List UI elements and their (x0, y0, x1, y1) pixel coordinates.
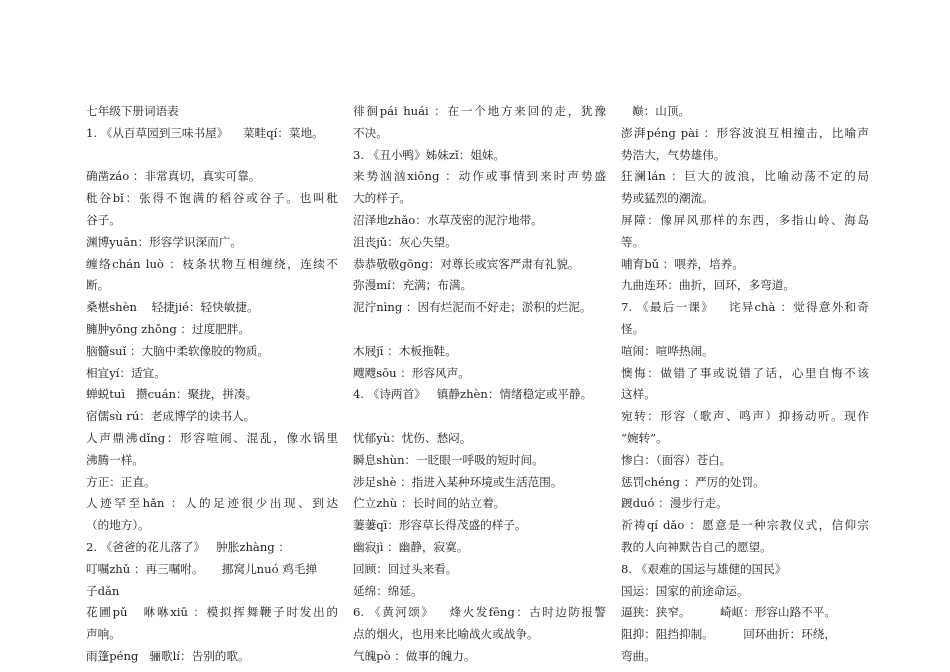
vocab-line (86, 145, 338, 167)
vocab-line: 涉足shè ：指进入某种环境或生活范围。 (353, 474, 563, 489)
vocab-line: 人声鼎沸dǐng：形容喧闹、混乱，像水锅里 (86, 430, 338, 445)
vocab-line: （的地方）。 (86, 518, 150, 533)
vocab-line: 伫立zhù ：长时间的站立着。 (353, 496, 506, 511)
vocab-line: “婉转”。 (621, 430, 668, 445)
vocab-line: 惨白：（面容）苍白。 (621, 452, 732, 467)
vocab-line: 九曲连环：曲折，回环，多弯道。 (621, 278, 795, 293)
vocab-line: 飕飕sōu ：形容风声。 (353, 365, 470, 380)
vocab-line: 来势汹汹xiōng ：动作或事情到来时声势盛 (353, 169, 606, 184)
vocab-line: 哺育bǔ ：喂养，培养。 (621, 256, 744, 271)
vocab-line: 澎湃péng pài ：形容波浪互相撞击，比喻声 (621, 125, 869, 140)
vocab-line: 沼泽地zhǎo：水草茂密的泥泞地带。 (353, 212, 543, 227)
vocab-line: 人迹罕至hǎn ：人的足迹很少出现、到达 (86, 496, 338, 511)
vocab-line: 渊博yuān：形容学识深而广。 (86, 234, 242, 249)
vocab-line: 子dǎn (86, 583, 120, 598)
vocab-line: 秕谷bǐ：张得不饱满的稻谷或谷子。也叫秕 (86, 191, 338, 206)
vocab-line: 相宜yí：适宜。 (86, 365, 166, 380)
vocab-line: 国运：国家的前途命运。 (621, 583, 749, 598)
vocab-line: 等。 (621, 234, 645, 249)
vocab-line: 断。 (86, 278, 110, 293)
vocab-line: 方正：正直。 (86, 474, 156, 489)
vocab-line: 叮嘱zhǔ ：再三嘱咐。 挪窝儿nuó 鸡毛掸 (86, 561, 318, 576)
vocab-line: 狂澜lán ：巨大的波浪，比喻动荡不定的局 (621, 169, 869, 184)
vocab-line: 瞬息shùn：一眨眼一呼吸的短时间。 (353, 452, 544, 467)
vocab-line: 2. 《爸爸的花儿落了》 肿胀zhàng ： (86, 539, 290, 554)
vocab-line: 沮丧jǔ：灰心失望。 (353, 234, 457, 249)
vocab-line: 喧闹：喧哗热闹。 (621, 343, 714, 358)
vocab-line: 踱duó ：漫步行走。 (621, 496, 728, 511)
vocab-line: 桑椹shèn 轻捷jié：轻快敏捷。 (86, 300, 259, 315)
vocab-line: 4. 《诗两首》 镇静zhèn：情绪稳定或平静。 (353, 387, 593, 402)
column-middle (353, 101, 606, 668)
vocab-line: 惩罚chéng ：严厉的处罚。 (621, 474, 765, 489)
vocab-line: 泥泞nìng ：因有烂泥而不好走；淤积的烂泥。 (353, 300, 592, 315)
vocab-line: 这样。 (621, 387, 656, 402)
vocab-line: 谷子。 (86, 212, 121, 227)
vocab-line: 懊悔：做错了事或说错了话，心里自悔不该 (621, 365, 869, 380)
vocab-line: 巅：山顶。 (621, 104, 691, 118)
vocab-line: 大的样子。 (353, 191, 411, 206)
vocab-line: 势浩大，气势雄伟。 (621, 147, 726, 162)
vocab-line: 回顾：回过头来看。 (353, 561, 458, 576)
vocab-line: 萋萋qī：形容草长得茂盛的样子。 (353, 518, 527, 533)
vocab-line: 臃肿yōng zhǒng ：过度肥胖。 (86, 321, 250, 336)
vocab-line: 不决。 (353, 125, 388, 140)
vocab-line: 恭恭敬敬gōng：对尊长或宾客严肃有礼貌。 (353, 256, 580, 271)
vocab-line: 确凿záo ：非常真切，真实可靠。 (86, 169, 261, 184)
vocab-line: 屏障：像屏风那样的东西，多指山岭、海岛 (621, 212, 869, 227)
vocab-line: 逼狭：狭窄。 崎岖：形容山路不平。 (621, 605, 836, 620)
vocab-line: 忧郁yù：忧伤、愁闷。 (353, 430, 472, 445)
vocab-line: 气魄pò ：做事的魄力。 (353, 648, 476, 663)
vocab-line: 6. 《黄河颂》 烽火发fēng：古时边防报警 (353, 605, 606, 620)
vocab-line: 花圃pǔ 咻咻xiū ：模拟挥舞鞭子时发出的 (86, 605, 338, 620)
vocab-line: 声响。 (86, 627, 121, 642)
vocab-line: 8. 《艰难的国运与雄健的国民》 (621, 561, 787, 576)
vocab-line: 缠络chán luò ：枝条状物互相缠绕，连续不 (86, 256, 338, 271)
vocab-line (353, 319, 606, 341)
vocab-line: 脑髓suǐ ：大脑中柔软像胶的物质。 (86, 343, 270, 358)
vocab-line: 3. 《丑小鸭》姊妹zǐ：姐妹。 (353, 147, 506, 162)
vocab-line: 教的人向神默告自己的愿望。 (621, 539, 772, 554)
vocab-line: 怪。 (621, 321, 645, 336)
vocab-line: 阻抑：阻挡抑制。 回环曲折：环绕， (621, 627, 836, 642)
vocab-line: 宿儒sù rú：老成博学的读书人。 (86, 409, 256, 424)
vocab-line: 宛转：形容（歌声、鸣声）抑扬动听。现作 (621, 409, 869, 424)
vocab-line: 延绵：绵延。 (353, 583, 423, 598)
vocab-line: 7. 《最后一课》 诧异chà ：觉得意外和奇 (621, 300, 869, 315)
vocab-line: 1. 《从百草园到三味书屋》 菜畦qí：菜地。 (86, 125, 324, 140)
column-right (621, 101, 869, 668)
vocab-line: 势或猛烈的潮流。 (621, 191, 714, 206)
vocab-line: 弯曲。 (621, 648, 656, 663)
vocab-line: 沸腾一样。 (86, 452, 144, 467)
vocab-line: 蝉蜕tuì 攒cuán：聚拢，拼凑。 (86, 387, 258, 402)
vocab-line (353, 406, 606, 428)
vocab-line: 雨篷péng 骊歌lí：告别的歌。 (86, 648, 250, 663)
vocab-line: 幽寂jì ：幽静，寂寞。 (353, 539, 469, 554)
vocab-line: 弥漫mí：充满；布满。 (353, 278, 473, 293)
vocab-line: 木屐jī ：木板拖鞋。 (353, 343, 457, 358)
column-left (86, 101, 338, 668)
vocab-line: 七年级下册词语表 (86, 104, 179, 118)
vocab-line: 点的烟火，也用来比喻战火或战争。 (353, 627, 539, 642)
vocab-line: 徘徊pái huái ：在一个地方来回的走，犹豫 (353, 104, 606, 118)
vocab-line: 祈祷qí dǎo ：愿意是一种宗教仪式，信仰宗 (621, 518, 869, 533)
